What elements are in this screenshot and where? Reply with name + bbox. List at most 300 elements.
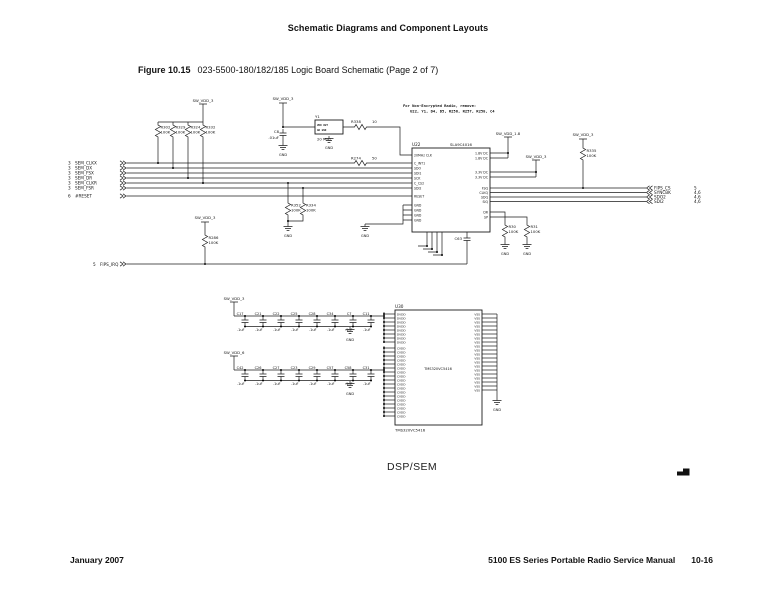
u22-pin-label: SP bbox=[484, 215, 488, 220]
resistor-r334 bbox=[300, 200, 305, 218]
power-symbol bbox=[279, 103, 287, 107]
u22-power-1v8 bbox=[490, 131, 521, 158]
decoupling-capacitor bbox=[242, 370, 249, 381]
u30-pin-label: DVDD bbox=[397, 324, 406, 329]
u30-pin-label: VSS bbox=[474, 388, 480, 393]
power-net-label: SW_VDD_1.8 bbox=[495, 131, 521, 136]
junction-dot bbox=[370, 369, 372, 371]
decoupling-capacitor bbox=[368, 316, 375, 327]
cap-value: .1uF bbox=[255, 328, 263, 332]
decoupling-capacitor bbox=[260, 370, 267, 381]
cap-ref: C25 bbox=[290, 311, 298, 316]
junction-dot bbox=[280, 369, 282, 371]
signal-name: FIPS_CS bbox=[654, 185, 671, 191]
u30-part: TMS320VC5416 bbox=[424, 367, 452, 371]
pullup-power-rail bbox=[158, 98, 214, 122]
ground-label: GND bbox=[360, 234, 370, 238]
cap-value: .1uF bbox=[327, 328, 335, 332]
decoupling-capacitor bbox=[314, 370, 321, 381]
cap-ref: C34 bbox=[326, 311, 334, 316]
u30-pin-label: VSS bbox=[474, 356, 480, 361]
ground-label: GND bbox=[500, 252, 510, 256]
junction-dot bbox=[383, 371, 385, 373]
junction-dot bbox=[383, 399, 385, 401]
junction-dot bbox=[187, 177, 189, 179]
u22-pin-label: GND bbox=[414, 213, 422, 218]
page-connector-chevron bbox=[120, 166, 123, 170]
cap-ref: C26 bbox=[254, 365, 262, 370]
cap-ref: C28 bbox=[308, 311, 316, 316]
u22-pin-label: C_CS2 bbox=[414, 181, 425, 186]
res-ref: R286 bbox=[208, 235, 219, 240]
junction-dot bbox=[383, 395, 385, 397]
cap-value: .1uF bbox=[291, 328, 299, 332]
u22-dr-sp-pulldowns bbox=[490, 212, 541, 256]
power-symbol bbox=[579, 139, 587, 143]
cap-ref: C58 bbox=[344, 365, 352, 370]
junction-dot bbox=[383, 387, 385, 389]
u30-pin-label: CVDD bbox=[397, 414, 406, 419]
u22-pin-label: SDQ bbox=[481, 195, 488, 200]
power-net-label: SW_VDD_3 bbox=[194, 215, 216, 220]
u30-pin-label: CVDD bbox=[397, 390, 406, 395]
cap-ref: C27 bbox=[272, 365, 280, 370]
cap-value: .1uF bbox=[237, 328, 245, 332]
res-value: 100K bbox=[586, 153, 597, 158]
res-value: 100K bbox=[190, 129, 201, 135]
res-ref: R329 bbox=[175, 124, 186, 130]
junction-dot bbox=[334, 315, 336, 317]
decoupling-capacitor bbox=[332, 316, 339, 327]
signal-page-ref: 3 bbox=[68, 175, 71, 181]
decoupling-capacitor bbox=[350, 370, 357, 381]
u30-pin-label: DVDD bbox=[397, 316, 406, 321]
junction-dot bbox=[383, 367, 385, 369]
u30-pin-label: VSS bbox=[474, 320, 480, 325]
u22-pin-label: GND bbox=[414, 203, 422, 208]
junction-dot bbox=[426, 245, 428, 247]
power-net-label: SW_VDD_3 bbox=[192, 98, 214, 103]
u30-pin-label: CVDD bbox=[397, 410, 406, 415]
ground-label: GND bbox=[283, 234, 293, 238]
page-connector-chevron bbox=[120, 161, 123, 165]
res-value: 100K bbox=[160, 129, 171, 135]
res-value: 100K bbox=[175, 129, 186, 135]
decoupling-capacitor bbox=[278, 316, 285, 327]
junction-dot bbox=[431, 248, 433, 250]
cap-ref: C63 bbox=[454, 236, 462, 241]
res-ref: R30 bbox=[508, 224, 516, 229]
u30-pin-label: VSS bbox=[474, 372, 480, 377]
u30-pin-label: CVDD bbox=[397, 354, 406, 359]
cap-value: .1uF bbox=[363, 382, 371, 386]
decoupling-capacitor bbox=[260, 316, 267, 327]
res-ref: R324 bbox=[190, 124, 201, 130]
junction-dot bbox=[157, 162, 159, 164]
resistor-r335 bbox=[580, 145, 585, 163]
junction-dot bbox=[383, 407, 385, 409]
u30-ref: U30 bbox=[395, 304, 404, 309]
power-symbol bbox=[201, 222, 209, 226]
junction-dot bbox=[383, 369, 385, 371]
oscillator-circuit bbox=[268, 96, 412, 157]
res-value: 100K bbox=[530, 229, 541, 234]
signal-name: SEM_CLKX bbox=[75, 160, 97, 166]
signal-page-ref: 5 bbox=[694, 185, 697, 191]
u30-pin-label: CVDD bbox=[397, 358, 406, 363]
decoupling-capacitor bbox=[350, 316, 357, 327]
u30-pin-label: VSS bbox=[474, 332, 480, 337]
u30-pin-label: VSS bbox=[474, 376, 480, 381]
signal-page-ref: 4,6 bbox=[694, 190, 701, 196]
junction-dot bbox=[383, 347, 385, 349]
power-net-label: SW_VDD_3 bbox=[272, 96, 294, 101]
junction-dot bbox=[334, 369, 336, 371]
cap-ref: C8 bbox=[273, 129, 279, 134]
junction-dot bbox=[280, 315, 282, 317]
cap-value: .1uF bbox=[345, 328, 353, 332]
res-ref: R302 bbox=[160, 124, 171, 130]
u30-pin-label: VSS bbox=[474, 328, 480, 333]
power-symbol bbox=[199, 104, 207, 108]
cap-ref: C22 bbox=[272, 311, 280, 316]
footer-date: January 2007 bbox=[70, 555, 124, 565]
cap-value: .1uF bbox=[345, 382, 353, 386]
cap-value: .01uF bbox=[268, 135, 279, 140]
res-value: 100K bbox=[508, 229, 519, 234]
oscillator-freq: 20 MHz bbox=[317, 136, 332, 142]
junction-dot bbox=[298, 315, 300, 317]
u22-pin-label: SDO bbox=[414, 166, 421, 171]
u30-pin-label: VSS bbox=[474, 360, 480, 365]
u22-pin-label: RESET bbox=[414, 194, 425, 199]
oscillator-pins: GD GND bbox=[317, 129, 327, 132]
u30-pin-label: DVDD bbox=[397, 320, 406, 325]
page-turn-mark bbox=[677, 469, 690, 476]
junction-dot bbox=[383, 415, 385, 417]
junction-dot bbox=[383, 337, 385, 339]
signal-page-ref: 3 bbox=[68, 185, 71, 191]
u30-pin-label: CVDD bbox=[397, 346, 406, 351]
oscillator-ref: Y1 bbox=[315, 114, 320, 119]
u30-pin-label: VSS bbox=[474, 380, 480, 385]
u30-pin-label: CVDD bbox=[397, 350, 406, 355]
page-connector-chevron bbox=[650, 186, 653, 190]
junction-dot bbox=[383, 333, 385, 335]
ground-label: GND bbox=[324, 146, 334, 150]
junction-dot bbox=[287, 220, 289, 222]
u22-pin-label: SIQ bbox=[482, 200, 488, 204]
junction-dot bbox=[316, 315, 318, 317]
ground-symbol bbox=[523, 242, 532, 249]
res-ref: R338 bbox=[351, 119, 361, 124]
resistor-r274 bbox=[352, 160, 368, 165]
u22-pin-label: C_INT1 bbox=[414, 161, 426, 166]
res-value: 10 bbox=[372, 119, 377, 124]
junction-dot bbox=[535, 171, 537, 173]
junction-dot bbox=[244, 369, 246, 371]
u22-ground-route bbox=[361, 205, 413, 238]
page-connector-chevron bbox=[120, 176, 123, 180]
u30-pin-label: CVDD bbox=[397, 370, 406, 375]
u30-pin-label: CVDD bbox=[397, 386, 406, 391]
ground-label: GND bbox=[345, 338, 355, 342]
junction-dot bbox=[383, 341, 385, 343]
page-connector-chevron bbox=[120, 181, 123, 185]
cap-row1-power bbox=[224, 296, 384, 342]
cap-ref: C11 bbox=[362, 311, 370, 316]
cap-row2-power bbox=[224, 350, 384, 396]
page-connector-chevron bbox=[650, 190, 653, 194]
page-connector-chevron bbox=[650, 195, 653, 199]
res-value: 100K bbox=[208, 240, 219, 245]
res-ref: R274 bbox=[351, 155, 361, 161]
u22-part: SLA9C4016 bbox=[450, 142, 472, 147]
power-net-label: SW_VDD_6 bbox=[223, 350, 245, 355]
ground-label: GND bbox=[345, 392, 355, 396]
signal-name: SEM_DX bbox=[75, 165, 93, 171]
signal-name: SDI2 bbox=[654, 199, 664, 205]
ground-symbol bbox=[284, 224, 293, 231]
junction-dot bbox=[383, 317, 385, 319]
ground-label: GND bbox=[522, 252, 532, 256]
signal-page-ref: 3 bbox=[68, 160, 71, 166]
c63-filter bbox=[455, 232, 471, 264]
cap-value: .1uF bbox=[327, 382, 335, 386]
u30-pin-label: DVDD bbox=[397, 312, 406, 317]
u30-pin-label: VSS bbox=[474, 312, 480, 317]
signal-name: SDO2 bbox=[654, 194, 666, 200]
u30-pin-label: CVDD bbox=[397, 382, 406, 387]
junction-dot bbox=[383, 325, 385, 327]
signal-name: SYNCBK bbox=[654, 190, 671, 196]
u30-pin-label: CVDD bbox=[397, 402, 406, 407]
decoupling-capacitor bbox=[314, 316, 321, 327]
ground-symbol bbox=[361, 224, 370, 231]
signal-name: SEM_FSX bbox=[75, 170, 94, 176]
u30-pin-label: VSS bbox=[474, 316, 480, 321]
u30-pin-label: DVDD bbox=[397, 336, 406, 341]
u30-pin-label: VSS bbox=[474, 348, 480, 353]
signal-page-ref: 5 bbox=[93, 262, 96, 267]
resistor-r352 bbox=[285, 200, 290, 218]
cap-value: .1uF bbox=[363, 328, 371, 332]
cap-ref: C7 bbox=[346, 311, 352, 316]
ground-label: GND bbox=[278, 153, 288, 157]
u30-pin-label: CVDD bbox=[397, 362, 406, 367]
junction-dot bbox=[507, 152, 509, 154]
cap-ref: C42 bbox=[236, 365, 244, 370]
u30-pin-label: DVDD bbox=[397, 332, 406, 337]
signal-page-ref: 3 bbox=[68, 165, 71, 171]
power-net-label: SW_VDD_3 bbox=[223, 296, 245, 301]
non-encrypted-note bbox=[403, 103, 495, 114]
res-value: 100K bbox=[291, 207, 301, 213]
u30-pin-label: CVDD bbox=[397, 398, 406, 403]
page-connector-chevron bbox=[650, 199, 653, 203]
decoupling-capacitor bbox=[368, 370, 375, 381]
junction-dot bbox=[383, 321, 385, 323]
cap-ref: C17 bbox=[236, 311, 244, 316]
junction-dot bbox=[262, 315, 264, 317]
signal-page-ref: 3 bbox=[68, 170, 71, 176]
junction-dot bbox=[352, 315, 354, 317]
u22-pin-label: FSQ bbox=[481, 186, 488, 191]
junction-dot bbox=[383, 351, 385, 353]
resistor-r338 bbox=[352, 124, 368, 129]
decoupling-capacitor bbox=[278, 370, 285, 381]
junction-dot bbox=[383, 363, 385, 365]
decoupling-capacitor bbox=[296, 316, 303, 327]
u30-bottom-label: TMS320VC5416 bbox=[395, 427, 426, 433]
junction-dot bbox=[244, 315, 246, 317]
junction-dot bbox=[352, 369, 354, 371]
res-ref: R335 bbox=[586, 148, 597, 153]
cap-ref: C57 bbox=[326, 365, 334, 370]
resistor-r30 bbox=[502, 222, 507, 240]
res-ref: R332 bbox=[205, 124, 216, 130]
ground-symbol bbox=[279, 143, 288, 150]
mid-pulldown-resistors bbox=[284, 182, 317, 238]
u30-pin-label: VSS bbox=[474, 384, 480, 389]
cap-value: .1uF bbox=[309, 328, 317, 332]
u22-power-3v3 bbox=[490, 154, 547, 177]
u22-pin-label: GND bbox=[414, 218, 422, 223]
junction-dot bbox=[172, 167, 174, 169]
cap-ref: C23 bbox=[290, 365, 298, 370]
capacitor-c63 bbox=[464, 234, 471, 245]
u22-pin-label: SDI2 bbox=[414, 186, 422, 191]
figure-label: Figure 10.15 bbox=[138, 65, 191, 75]
resistor-r31 bbox=[524, 222, 529, 240]
res-ref: R31 bbox=[530, 224, 538, 229]
section-label: DSP/SEM bbox=[386, 461, 438, 473]
u30-pin-label: CVDD bbox=[397, 378, 406, 383]
power-net-label: SW_VDD_3 bbox=[525, 154, 547, 159]
junction-dot bbox=[383, 383, 385, 385]
ground-symbol bbox=[493, 398, 502, 405]
footer-manual-title: 5100 ES Series Portable Radio Service Manual bbox=[488, 555, 676, 565]
page-connector-chevron bbox=[120, 186, 123, 190]
signal-name: #RESET bbox=[75, 193, 92, 199]
power-symbol bbox=[230, 302, 238, 306]
page-header: Schematic Diagrams and Component Layouts bbox=[287, 23, 489, 33]
decoupling-capacitor bbox=[242, 316, 249, 327]
ground-label: GND bbox=[492, 408, 502, 412]
junction-dot bbox=[436, 251, 438, 253]
junction-dot bbox=[383, 355, 385, 357]
u22-pin-label: 3.3V DC bbox=[475, 175, 488, 180]
u22-pin-label: SDI1 bbox=[414, 171, 422, 176]
cap-ref: C29 bbox=[308, 365, 316, 370]
signal-name: SEM_CLKR bbox=[75, 180, 97, 186]
res-value: 50 bbox=[372, 155, 377, 161]
ground-symbol bbox=[501, 242, 510, 249]
junction-dot bbox=[383, 403, 385, 405]
u30-pin-label: VSS bbox=[474, 340, 480, 345]
note-line: For Non-Encrypted Radio, remove: bbox=[403, 103, 477, 108]
power-symbol bbox=[230, 356, 238, 360]
resistor-r286 bbox=[202, 232, 207, 250]
u22-pin-label: CLKQ bbox=[479, 191, 488, 195]
footer-page-number: 10-16 bbox=[691, 555, 713, 565]
signal-page-ref: 6 bbox=[68, 193, 71, 199]
u30-pin-label: CVDD bbox=[397, 366, 406, 371]
cap-value: .1uF bbox=[237, 382, 245, 386]
u22-pin-label: DR bbox=[483, 210, 488, 215]
power-symbol bbox=[532, 160, 540, 164]
cap-value: .1uF bbox=[255, 382, 263, 386]
u30-pin-label: CVDD bbox=[397, 406, 406, 411]
signal-page-ref: 4,6 bbox=[694, 194, 701, 200]
page-connector-chevron bbox=[120, 262, 123, 266]
u30-pin-label: VSS bbox=[474, 364, 480, 369]
page-connector-chevron bbox=[120, 171, 123, 175]
u30-pin-label: DVDD bbox=[397, 328, 406, 333]
junction-dot bbox=[383, 315, 385, 317]
junction-dot bbox=[383, 359, 385, 361]
u30-pin-label: CVDD bbox=[397, 374, 406, 379]
u30-pin-label: DVDD bbox=[397, 340, 406, 345]
u22-pin-label: 3.3V DC bbox=[475, 170, 488, 175]
u30-pin-label: VSS bbox=[474, 336, 480, 341]
junction-dot bbox=[383, 313, 385, 315]
power-net-label: SW_VDD_3 bbox=[572, 132, 594, 137]
cap-value: .1uF bbox=[309, 382, 317, 386]
u22-pin-label: SCK bbox=[414, 176, 421, 181]
junction-dot bbox=[383, 411, 385, 413]
cap-value: .1uF bbox=[291, 382, 299, 386]
cap-ref: C21 bbox=[254, 311, 262, 316]
u30-pin-label: VSS bbox=[474, 352, 480, 357]
u22-pin-label: 20MHz CLK bbox=[414, 153, 432, 158]
u22-pin-label: 1.8V DC bbox=[475, 151, 488, 156]
figure-title: 023-5500-180/182/185 Logic Board Schematic (Page 2 of 7) bbox=[197, 65, 439, 75]
signal-page-ref: 4,6 bbox=[694, 199, 701, 205]
junction-dot bbox=[441, 254, 443, 256]
res-value: 100K bbox=[306, 207, 316, 213]
junction-dot bbox=[202, 182, 204, 184]
u30-pin-label: VSS bbox=[474, 324, 480, 329]
junction-dot bbox=[316, 369, 318, 371]
u22-series-resistor-r274 bbox=[351, 156, 377, 166]
r286-pullup bbox=[195, 215, 219, 265]
u30-pin-label: VSS bbox=[474, 344, 480, 349]
signal-page-ref: 3 bbox=[68, 180, 71, 186]
u30-pin-label: CVDD bbox=[397, 394, 406, 399]
junction-dot bbox=[282, 126, 284, 128]
decoupling-capacitor bbox=[296, 370, 303, 381]
cap-value: .1uF bbox=[273, 382, 281, 386]
capacitor-c8 bbox=[280, 129, 287, 140]
res-value: 100K bbox=[205, 129, 216, 135]
note-line: U22, Y1, D4, D5, R256, R257, R258, C4 bbox=[410, 108, 495, 114]
signal-name: SEM_FSR bbox=[75, 185, 94, 191]
oscillator-pins: VDD OUT bbox=[317, 124, 328, 127]
res-ref: R352 bbox=[291, 202, 301, 208]
junction-dot bbox=[383, 391, 385, 393]
res-ref: R334 bbox=[306, 202, 316, 208]
fips-irq-signal bbox=[93, 262, 467, 267]
junction-dot bbox=[298, 369, 300, 371]
u22-pin-label: GND bbox=[414, 208, 422, 213]
u30-pin-label: VSS bbox=[474, 368, 480, 373]
decoupling-capacitor bbox=[332, 370, 339, 381]
power-symbol bbox=[504, 137, 512, 141]
footer-right bbox=[488, 555, 713, 565]
junction-dot bbox=[262, 369, 264, 371]
page-connector-chevron bbox=[120, 194, 123, 198]
